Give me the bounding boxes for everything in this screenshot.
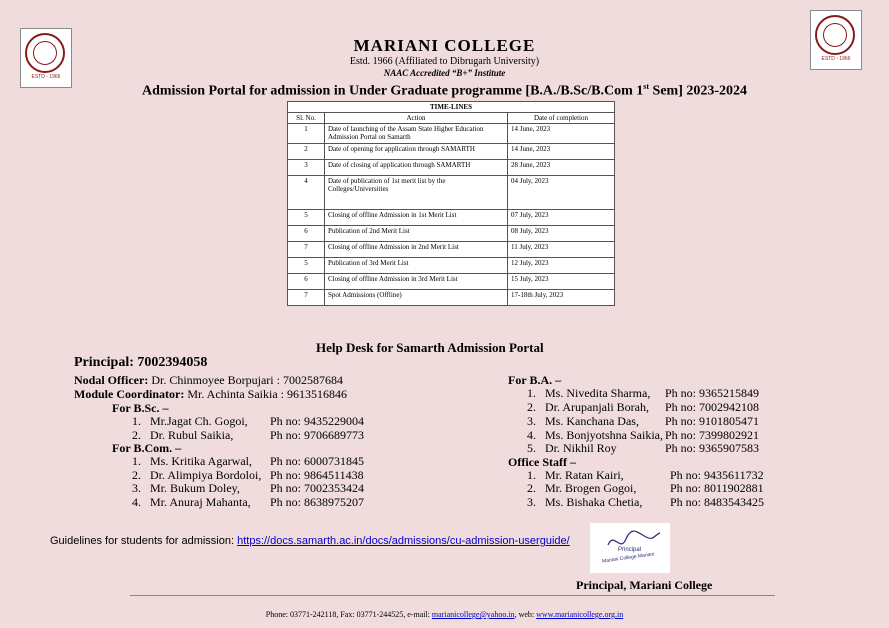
table-row: 4 Date of publication of 1st merit list by the Colleges/Universities 04 July, 2023 — [288, 176, 615, 210]
ba-heading: For B.A. – — [508, 373, 562, 387]
guidelines-link[interactable]: https://docs.samarth.ac.in/docs/admissions/cu-admission-userguide/ — [237, 535, 570, 547]
col-action: Action — [325, 113, 508, 124]
list-item: 4. Mr. Anuraj Mahanta, Ph no: 8638975207 — [132, 495, 365, 509]
bcom-heading: For B.Com. – — [112, 441, 182, 455]
principal-phone: Principal: 7002394058 — [74, 355, 208, 370]
list-item: 2. Dr. Arupanjali Borah, Ph no: 7002942108 — [527, 400, 760, 414]
list-item: 3. Ms. Bishaka Chetia, Ph no: 8483543425 — [527, 495, 765, 509]
list-item: 2. Dr. Alimpiya Bordoloi, Ph no: 9864511438 — [132, 468, 364, 482]
guidelines-line: Guidelines for students for admission: https://docs.samarth.ac.in/docs/admissions/cu-admission-userguide/ — [50, 535, 570, 547]
list-item: 4. Ms. Bonjyotshna Saikia, Ph no: 7399802921 — [527, 428, 760, 442]
table-row: 7 Closing of offline Admission in 2nd Merit List 11 July, 2023 — [288, 242, 615, 258]
table-row: 5 Closing of offline Admission in 1st Merit List 07 July, 2023 — [288, 210, 615, 226]
list-item: 2. Dr. Rubul Saikia, Ph no: 9706689773 — [132, 428, 365, 442]
timeline-table — [287, 101, 615, 306]
list-item: 1. Ms. Nivedita Sharma, Ph no: 9365215849 — [527, 386, 760, 400]
signature-stamp: Principal Mariani College Mariani — [590, 523, 670, 573]
footer-contact: Phone: 03771-242118, Fax: 03771-244525, e-mail: marianicollege@yahoo.in, web: www.marianicollege.org.in — [265, 610, 624, 619]
list-item: 1. Ms. Kritika Agarwal, Ph no: 6000731845 — [132, 454, 365, 468]
footer-divider — [130, 595, 775, 596]
nodal-officer: Nodal Officer: Dr. Chinmoyee Borpujari : 7002587684 — [74, 373, 343, 387]
list-item: 1. Mr. Ratan Kairi, Ph no: 9435611732 — [527, 468, 764, 482]
helpdesk-title: Help Desk for Samarth Admission Portal — [316, 340, 544, 355]
office-heading: Office Staff – — [508, 455, 576, 469]
college-name: MARIANI COLLEGE — [353, 36, 536, 55]
table-row: 6 Publication of 2nd Merit List 08 July, 2023 — [288, 226, 615, 242]
established-line: Estd. 1966 (Affiliated to Dibrugarh University) — [349, 56, 540, 67]
email-link[interactable]: marianicollege@yahoo.in — [431, 610, 515, 619]
table-row: 2 Date of opening for application through SAMARTH 14 June, 2023 — [288, 144, 615, 160]
list-item: 3. Mr. Bukum Doley, Ph no: 7002353424 — [132, 481, 365, 495]
table-row: 1 Date of launching of the Assam State Higher Education Admission Portal on Samarth 14 June, 2023 — [288, 124, 615, 144]
college-logo-left: ESTD - 1966 — [20, 28, 72, 88]
table-row: 3 Date of closing of application through SAMARTH 28 June, 2023 — [288, 160, 615, 176]
table-row: 7 Spot Admissions (Offline) 17-18th July, 2023 — [288, 290, 615, 306]
naac-line: NAAC Accredited “B+” Institute — [383, 68, 506, 78]
portal-title: Admission Portal for admission in Under Graduate programme [B.A./B.Sc/B.Com 1st Sem] 2023-2024 — [141, 82, 748, 99]
college-logo-right: ESTD - 1966 — [810, 10, 862, 70]
list-item: 2. Mr. Brogen Gogoi, Ph no: 8011902881 — [527, 481, 764, 495]
module-coordinator: Module Coordinator: Mr. Achinta Saikia : 9613516846 — [74, 387, 347, 401]
table-row: 5 Publication of 3rd Merit List 12 July, 2023 — [288, 258, 615, 274]
col-sl: Sl. No. — [288, 113, 325, 124]
list-item: 5. Dr. Nikhil Roy Ph no: 9365907583 — [527, 441, 760, 455]
signature-caption: Principal, Mariani College — [576, 578, 713, 592]
timeline-title: TIME-LINES — [288, 102, 615, 113]
list-item: 3. Ms. Kanchana Das, Ph no: 9101805471 — [527, 414, 760, 428]
table-row: 6 Closing of offline Admission in 3rd Merit List 15 July, 2023 — [288, 274, 615, 290]
col-date: Date of completion — [508, 113, 615, 124]
list-item: 1. Mr.Jagat Ch. Gogoi, Ph no: 9435229004 — [132, 414, 365, 428]
bsc-heading: For B.Sc. – — [112, 401, 169, 415]
website-link[interactable]: www.marianicollege.org.in — [536, 610, 624, 619]
